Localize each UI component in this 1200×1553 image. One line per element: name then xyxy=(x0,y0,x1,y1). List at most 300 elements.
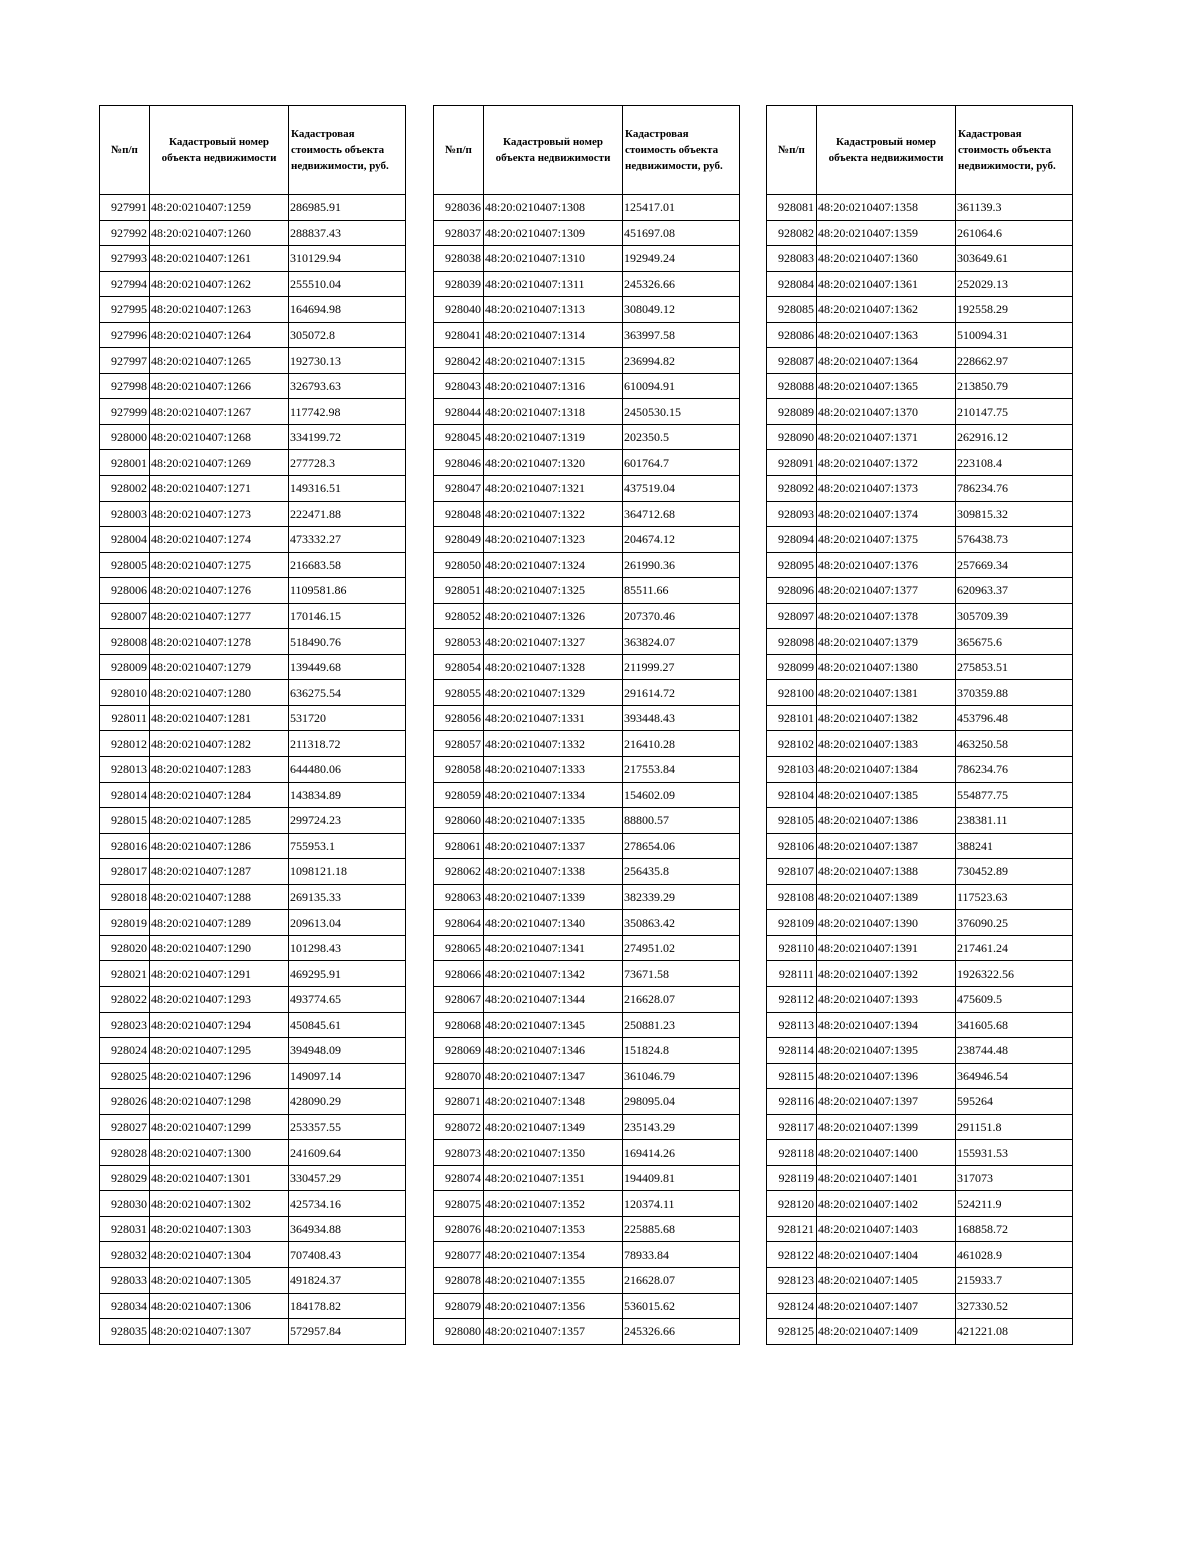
cadastral-number: 48:20:0210407:1313 xyxy=(484,297,623,323)
row-number: 928013 xyxy=(100,757,150,783)
cadastral-number: 48:20:0210407:1306 xyxy=(150,1293,289,1319)
row-number: 928002 xyxy=(100,476,150,502)
table-row xyxy=(100,1191,406,1217)
table-row xyxy=(434,961,740,987)
row-number: 928084 xyxy=(767,271,817,297)
cadastral-number: 48:20:0210407:1266 xyxy=(150,373,289,399)
table-row xyxy=(100,603,406,629)
table-row xyxy=(100,348,406,374)
cadastral-number: 48:20:0210407:1386 xyxy=(817,808,956,834)
cadastral-cost: 364946.54 xyxy=(956,1063,1073,1089)
cadastral-cost: 451697.08 xyxy=(623,220,740,246)
cadastral-number: 48:20:0210407:1324 xyxy=(484,552,623,578)
cadastral-cost: 213850.79 xyxy=(956,373,1073,399)
cadastral-cost: 425734.16 xyxy=(289,1191,406,1217)
cadastral-number: 48:20:0210407:1271 xyxy=(150,476,289,502)
row-number: 928096 xyxy=(767,578,817,604)
row-number: 928044 xyxy=(434,399,484,425)
cadastral-number: 48:20:0210407:1315 xyxy=(484,348,623,374)
row-number: 928030 xyxy=(100,1191,150,1217)
row-number: 928052 xyxy=(434,603,484,629)
cadastral-number: 48:20:0210407:1371 xyxy=(817,424,956,450)
row-number: 928034 xyxy=(100,1293,150,1319)
row-number: 928057 xyxy=(434,731,484,757)
row-number: 928078 xyxy=(434,1267,484,1293)
row-number: 928026 xyxy=(100,1089,150,1115)
table-row xyxy=(434,1319,740,1345)
cadastral-cost: 211318.72 xyxy=(289,731,406,757)
table-row xyxy=(434,1191,740,1217)
table-row xyxy=(100,1216,406,1242)
cadastral-cost: 475609.5 xyxy=(956,986,1073,1012)
row-number: 928124 xyxy=(767,1293,817,1319)
table-row xyxy=(767,399,1073,425)
table-row xyxy=(767,450,1073,476)
cadastral-number: 48:20:0210407:1342 xyxy=(484,961,623,987)
row-number: 928069 xyxy=(434,1038,484,1064)
row-number: 928106 xyxy=(767,833,817,859)
cadastral-number: 48:20:0210407:1310 xyxy=(484,246,623,272)
cadastral-number: 48:20:0210407:1346 xyxy=(484,1038,623,1064)
cadastral-number: 48:20:0210407:1364 xyxy=(817,348,956,374)
registry-table-3 xyxy=(766,105,1073,1345)
header-cadastral-number: Кадастровый номер объекта недвижимости xyxy=(484,106,623,195)
row-number: 928023 xyxy=(100,1012,150,1038)
cadastral-number: 48:20:0210407:1295 xyxy=(150,1038,289,1064)
cadastral-number: 48:20:0210407:1265 xyxy=(150,348,289,374)
table-header-row xyxy=(767,106,1073,195)
cadastral-cost: 309815.32 xyxy=(956,501,1073,527)
row-number: 928088 xyxy=(767,373,817,399)
cadastral-cost: 170146.15 xyxy=(289,603,406,629)
table-row xyxy=(434,808,740,834)
cadastral-cost: 755953.1 xyxy=(289,833,406,859)
cadastral-cost: 524211.9 xyxy=(956,1191,1073,1217)
table-row xyxy=(767,654,1073,680)
table-row xyxy=(767,859,1073,885)
cadastral-cost: 361139.3 xyxy=(956,195,1073,221)
cadastral-cost: 238381.11 xyxy=(956,808,1073,834)
table-row xyxy=(434,680,740,706)
cadastral-number: 48:20:0210407:1294 xyxy=(150,1012,289,1038)
cadastral-cost: 143834.89 xyxy=(289,782,406,808)
cadastral-number: 48:20:0210407:1390 xyxy=(817,910,956,936)
row-number: 928098 xyxy=(767,629,817,655)
cadastral-number: 48:20:0210407:1326 xyxy=(484,603,623,629)
row-number: 928037 xyxy=(434,220,484,246)
cadastral-cost: 192730.13 xyxy=(289,348,406,374)
cadastral-number: 48:20:0210407:1267 xyxy=(150,399,289,425)
cadastral-cost: 216683.58 xyxy=(289,552,406,578)
row-number: 928113 xyxy=(767,1012,817,1038)
table-row xyxy=(100,424,406,450)
table-row xyxy=(767,935,1073,961)
cadastral-number: 48:20:0210407:1286 xyxy=(150,833,289,859)
table-row xyxy=(434,1293,740,1319)
table-row xyxy=(767,476,1073,502)
row-number: 928063 xyxy=(434,884,484,910)
header-cadastral-cost: Кадастровая стоимость объекта недвижимости, руб. xyxy=(289,106,406,195)
table-row xyxy=(100,476,406,502)
table-row xyxy=(767,603,1073,629)
table-row xyxy=(100,731,406,757)
cadastral-number: 48:20:0210407:1307 xyxy=(150,1319,289,1345)
cadastral-number: 48:20:0210407:1262 xyxy=(150,271,289,297)
cadastral-cost: 184178.82 xyxy=(289,1293,406,1319)
cadastral-cost: 572957.84 xyxy=(289,1319,406,1345)
table-row xyxy=(100,654,406,680)
table-row xyxy=(100,1140,406,1166)
header-cadastral-number: Кадастровый номер объекта недвижимости xyxy=(817,106,956,195)
table-row xyxy=(434,1063,740,1089)
cadastral-number: 48:20:0210407:1320 xyxy=(484,450,623,476)
cadastral-cost: 1109581.86 xyxy=(289,578,406,604)
row-number: 928117 xyxy=(767,1114,817,1140)
cadastral-cost: 222471.88 xyxy=(289,501,406,527)
row-number: 928049 xyxy=(434,527,484,553)
table-row xyxy=(434,1267,740,1293)
row-number: 927997 xyxy=(100,348,150,374)
table-row xyxy=(100,1293,406,1319)
cadastral-cost: 786234.76 xyxy=(956,757,1073,783)
table-row xyxy=(767,808,1073,834)
table-row xyxy=(434,450,740,476)
cadastral-number: 48:20:0210407:1352 xyxy=(484,1191,623,1217)
row-number: 928115 xyxy=(767,1063,817,1089)
row-number: 928047 xyxy=(434,476,484,502)
cadastral-cost: 305072.8 xyxy=(289,322,406,348)
table-row xyxy=(434,322,740,348)
table-row xyxy=(767,1165,1073,1191)
row-number: 928014 xyxy=(100,782,150,808)
cadastral-number: 48:20:0210407:1347 xyxy=(484,1063,623,1089)
cadastral-number: 48:20:0210407:1293 xyxy=(150,986,289,1012)
cadastral-number: 48:20:0210407:1397 xyxy=(817,1089,956,1115)
cadastral-cost: 361046.79 xyxy=(623,1063,740,1089)
table-row xyxy=(434,629,740,655)
row-number: 928081 xyxy=(767,195,817,221)
cadastral-cost: 192949.24 xyxy=(623,246,740,272)
cadastral-number: 48:20:0210407:1361 xyxy=(817,271,956,297)
row-number: 928009 xyxy=(100,654,150,680)
cadastral-cost: 253357.55 xyxy=(289,1114,406,1140)
table-row xyxy=(767,220,1073,246)
row-number: 928092 xyxy=(767,476,817,502)
cadastral-number: 48:20:0210407:1404 xyxy=(817,1242,956,1268)
cadastral-number: 48:20:0210407:1377 xyxy=(817,578,956,604)
row-number: 928040 xyxy=(434,297,484,323)
table-row xyxy=(767,424,1073,450)
cadastral-number: 48:20:0210407:1321 xyxy=(484,476,623,502)
row-number: 928094 xyxy=(767,527,817,553)
cadastral-number: 48:20:0210407:1354 xyxy=(484,1242,623,1268)
row-number: 928100 xyxy=(767,680,817,706)
row-number: 928041 xyxy=(434,322,484,348)
table-row xyxy=(434,935,740,961)
cadastral-cost: 101298.43 xyxy=(289,935,406,961)
table-row xyxy=(100,1089,406,1115)
cadastral-number: 48:20:0210407:1309 xyxy=(484,220,623,246)
cadastral-cost: 256435.8 xyxy=(623,859,740,885)
cadastral-number: 48:20:0210407:1358 xyxy=(817,195,956,221)
table-row xyxy=(767,195,1073,221)
table-row xyxy=(434,705,740,731)
table-header-row xyxy=(434,106,740,195)
table-row xyxy=(767,705,1073,731)
table-row xyxy=(100,1242,406,1268)
table-row xyxy=(434,220,740,246)
row-number: 928111 xyxy=(767,961,817,987)
row-number: 928059 xyxy=(434,782,484,808)
cadastral-number: 48:20:0210407:1319 xyxy=(484,424,623,450)
row-number: 928109 xyxy=(767,910,817,936)
cadastral-number: 48:20:0210407:1278 xyxy=(150,629,289,655)
cadastral-number: 48:20:0210407:1351 xyxy=(484,1165,623,1191)
row-number: 927996 xyxy=(100,322,150,348)
table-row xyxy=(767,986,1073,1012)
table-row xyxy=(434,1242,740,1268)
table-row xyxy=(767,527,1073,553)
cadastral-cost: 209613.04 xyxy=(289,910,406,936)
cadastral-cost: 155931.53 xyxy=(956,1140,1073,1166)
cadastral-cost: 274951.02 xyxy=(623,935,740,961)
cadastral-number: 48:20:0210407:1380 xyxy=(817,654,956,680)
row-number: 928043 xyxy=(434,373,484,399)
row-number: 928101 xyxy=(767,705,817,731)
cadastral-number: 48:20:0210407:1285 xyxy=(150,808,289,834)
cadastral-number: 48:20:0210407:1327 xyxy=(484,629,623,655)
cadastral-number: 48:20:0210407:1291 xyxy=(150,961,289,987)
registry-table-1 xyxy=(99,105,406,1345)
table-row xyxy=(434,910,740,936)
cadastral-number: 48:20:0210407:1329 xyxy=(484,680,623,706)
cadastral-cost: 225885.68 xyxy=(623,1216,740,1242)
row-number: 928027 xyxy=(100,1114,150,1140)
cadastral-number: 48:20:0210407:1363 xyxy=(817,322,956,348)
row-number: 928046 xyxy=(434,450,484,476)
cadastral-number: 48:20:0210407:1392 xyxy=(817,961,956,987)
row-number: 928029 xyxy=(100,1165,150,1191)
cadastral-number: 48:20:0210407:1353 xyxy=(484,1216,623,1242)
table-row xyxy=(100,527,406,553)
row-number: 928114 xyxy=(767,1038,817,1064)
row-number: 928089 xyxy=(767,399,817,425)
cadastral-cost: 382339.29 xyxy=(623,884,740,910)
table-row xyxy=(434,859,740,885)
table-row xyxy=(434,578,740,604)
cadastral-number: 48:20:0210407:1299 xyxy=(150,1114,289,1140)
table-row xyxy=(767,1191,1073,1217)
table-row xyxy=(434,603,740,629)
cadastral-number: 48:20:0210407:1323 xyxy=(484,527,623,553)
row-number: 928018 xyxy=(100,884,150,910)
cadastral-cost: 370359.88 xyxy=(956,680,1073,706)
cadastral-number: 48:20:0210407:1402 xyxy=(817,1191,956,1217)
table-row xyxy=(434,1216,740,1242)
cadastral-number: 48:20:0210407:1316 xyxy=(484,373,623,399)
row-number: 928122 xyxy=(767,1242,817,1268)
row-number: 928121 xyxy=(767,1216,817,1242)
table-row xyxy=(100,501,406,527)
row-number: 928010 xyxy=(100,680,150,706)
table-row xyxy=(434,782,740,808)
table-row xyxy=(100,322,406,348)
cadastral-number: 48:20:0210407:1301 xyxy=(150,1165,289,1191)
row-number: 928083 xyxy=(767,246,817,272)
cadastral-cost: 463250.58 xyxy=(956,731,1073,757)
row-number: 927995 xyxy=(100,297,150,323)
row-number: 928123 xyxy=(767,1267,817,1293)
cadastral-cost: 149097.14 xyxy=(289,1063,406,1089)
row-number: 928035 xyxy=(100,1319,150,1345)
cadastral-cost: 531720 xyxy=(289,705,406,731)
cadastral-number: 48:20:0210407:1281 xyxy=(150,705,289,731)
cadastral-cost: 217461.24 xyxy=(956,935,1073,961)
cadastral-cost: 388241 xyxy=(956,833,1073,859)
row-number: 928038 xyxy=(434,246,484,272)
row-number: 928065 xyxy=(434,935,484,961)
table-row xyxy=(434,501,740,527)
table-row xyxy=(767,1267,1073,1293)
table-row xyxy=(100,629,406,655)
cadastral-cost: 428090.29 xyxy=(289,1089,406,1115)
row-number: 928107 xyxy=(767,859,817,885)
table-row xyxy=(100,961,406,987)
cadastral-cost: 241609.64 xyxy=(289,1140,406,1166)
cadastral-cost: 1098121.18 xyxy=(289,859,406,885)
header-number: №п/п xyxy=(767,106,817,195)
cadastral-number: 48:20:0210407:1401 xyxy=(817,1165,956,1191)
row-number: 928053 xyxy=(434,629,484,655)
table-row xyxy=(767,884,1073,910)
cadastral-number: 48:20:0210407:1405 xyxy=(817,1267,956,1293)
cadastral-number: 48:20:0210407:1379 xyxy=(817,629,956,655)
table-row xyxy=(100,1038,406,1064)
table-row xyxy=(100,297,406,323)
row-number: 928082 xyxy=(767,220,817,246)
cadastral-cost: 473332.27 xyxy=(289,527,406,553)
row-number: 928099 xyxy=(767,654,817,680)
cadastral-number: 48:20:0210407:1300 xyxy=(150,1140,289,1166)
table-row xyxy=(100,450,406,476)
cadastral-number: 48:20:0210407:1328 xyxy=(484,654,623,680)
table-row xyxy=(434,1140,740,1166)
cadastral-cost: 518490.76 xyxy=(289,629,406,655)
cadastral-cost: 326793.63 xyxy=(289,373,406,399)
table-row xyxy=(434,731,740,757)
cadastral-cost: 620963.37 xyxy=(956,578,1073,604)
cadastral-cost: 194409.81 xyxy=(623,1165,740,1191)
table-row xyxy=(767,1140,1073,1166)
table-row xyxy=(434,654,740,680)
cadastral-cost: 291151.8 xyxy=(956,1114,1073,1140)
cadastral-cost: 469295.91 xyxy=(289,961,406,987)
cadastral-number: 48:20:0210407:1365 xyxy=(817,373,956,399)
row-number: 928118 xyxy=(767,1140,817,1166)
cadastral-number: 48:20:0210407:1303 xyxy=(150,1216,289,1242)
cadastral-cost: 207370.46 xyxy=(623,603,740,629)
table-row xyxy=(767,757,1073,783)
cadastral-cost: 303649.61 xyxy=(956,246,1073,272)
cadastral-number: 48:20:0210407:1276 xyxy=(150,578,289,604)
table-row xyxy=(767,1089,1073,1115)
cadastral-cost: 298095.04 xyxy=(623,1089,740,1115)
table-row xyxy=(767,680,1073,706)
cadastral-cost: 707408.43 xyxy=(289,1242,406,1268)
table-row xyxy=(767,373,1073,399)
cadastral-number: 48:20:0210407:1263 xyxy=(150,297,289,323)
cadastral-cost: 491824.37 xyxy=(289,1267,406,1293)
table-row xyxy=(100,195,406,221)
row-number: 928007 xyxy=(100,603,150,629)
table-row xyxy=(767,552,1073,578)
cadastral-number: 48:20:0210407:1284 xyxy=(150,782,289,808)
cadastral-number: 48:20:0210407:1385 xyxy=(817,782,956,808)
row-number: 928105 xyxy=(767,808,817,834)
row-number: 928006 xyxy=(100,578,150,604)
cadastral-cost: 286985.91 xyxy=(289,195,406,221)
row-number: 928097 xyxy=(767,603,817,629)
cadastral-cost: 310129.94 xyxy=(289,246,406,272)
row-number: 928033 xyxy=(100,1267,150,1293)
table-row xyxy=(100,808,406,834)
cadastral-number: 48:20:0210407:1378 xyxy=(817,603,956,629)
row-number: 928104 xyxy=(767,782,817,808)
row-number: 927993 xyxy=(100,246,150,272)
cadastral-cost: 277728.3 xyxy=(289,450,406,476)
cadastral-cost: 216628.07 xyxy=(623,1267,740,1293)
table-row xyxy=(767,731,1073,757)
cadastral-cost: 164694.98 xyxy=(289,297,406,323)
row-number: 928045 xyxy=(434,424,484,450)
row-number: 928015 xyxy=(100,808,150,834)
row-number: 928021 xyxy=(100,961,150,987)
row-number: 928095 xyxy=(767,552,817,578)
header-cadastral-number: Кадастровый номер объекта недвижимости xyxy=(150,106,289,195)
cadastral-cost: 461028.9 xyxy=(956,1242,1073,1268)
table-row xyxy=(434,1012,740,1038)
row-number: 928012 xyxy=(100,731,150,757)
cadastral-cost: 210147.75 xyxy=(956,399,1073,425)
cadastral-cost: 120374.11 xyxy=(623,1191,740,1217)
cadastral-number: 48:20:0210407:1407 xyxy=(817,1293,956,1319)
header-cadastral-cost: Кадастровая стоимость объекта недвижимости, руб. xyxy=(956,106,1073,195)
row-number: 928004 xyxy=(100,527,150,553)
cadastral-cost: 341605.68 xyxy=(956,1012,1073,1038)
cadastral-cost: 215933.7 xyxy=(956,1267,1073,1293)
table-row xyxy=(767,1293,1073,1319)
cadastral-cost: 786234.76 xyxy=(956,476,1073,502)
cadastral-cost: 1926322.56 xyxy=(956,961,1073,987)
cadastral-cost: 261064.6 xyxy=(956,220,1073,246)
header-number: №п/п xyxy=(434,106,484,195)
cadastral-cost: 576438.73 xyxy=(956,527,1073,553)
cadastral-number: 48:20:0210407:1261 xyxy=(150,246,289,272)
row-number: 928125 xyxy=(767,1319,817,1345)
table-row xyxy=(434,757,740,783)
table-row xyxy=(434,1038,740,1064)
cadastral-number: 48:20:0210407:1359 xyxy=(817,220,956,246)
cadastral-cost: 88800.57 xyxy=(623,808,740,834)
cadastral-number: 48:20:0210407:1282 xyxy=(150,731,289,757)
cadastral-number: 48:20:0210407:1357 xyxy=(484,1319,623,1345)
cadastral-number: 48:20:0210407:1304 xyxy=(150,1242,289,1268)
row-number: 928058 xyxy=(434,757,484,783)
table-row xyxy=(434,884,740,910)
cadastral-number: 48:20:0210407:1373 xyxy=(817,476,956,502)
cadastral-number: 48:20:0210407:1348 xyxy=(484,1089,623,1115)
row-number: 928022 xyxy=(100,986,150,1012)
